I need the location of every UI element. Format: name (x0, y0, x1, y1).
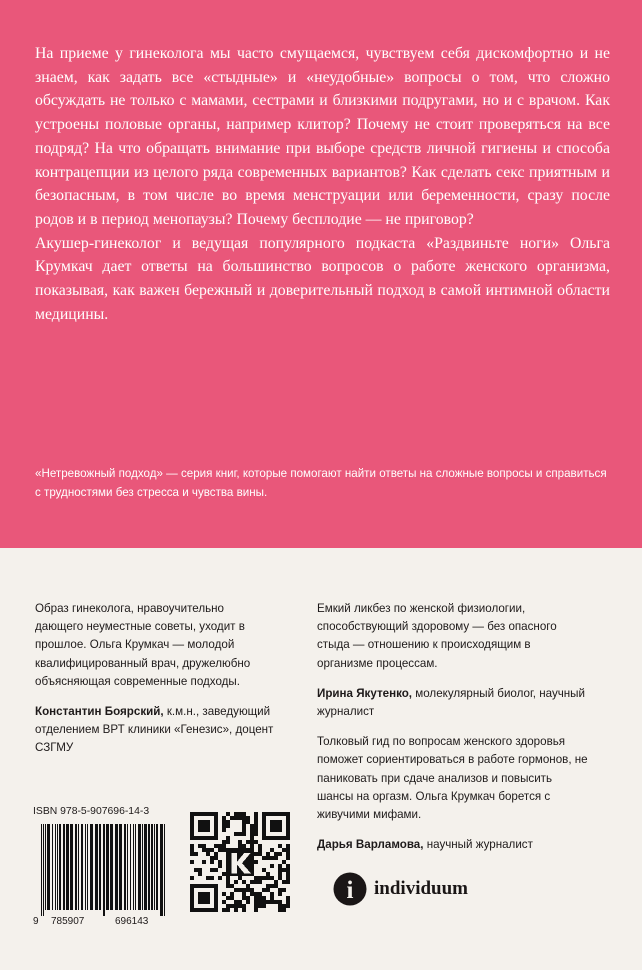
barcode-bar (70, 824, 73, 910)
qr-module (266, 856, 270, 860)
barcode-group-right: 696143 (115, 916, 149, 927)
barcode-bar (130, 824, 131, 910)
qr-module (274, 884, 278, 888)
qr-module (282, 904, 286, 908)
qr-module (210, 860, 214, 864)
qr-module (250, 844, 254, 848)
qr-module (238, 900, 242, 904)
qr-module (226, 908, 230, 912)
qr-module (282, 868, 286, 872)
qr-module (266, 884, 270, 888)
qr-module (214, 844, 218, 848)
qr-module (226, 884, 230, 888)
qr-module (254, 820, 258, 824)
qr-module (242, 844, 246, 848)
publisher-logo (333, 871, 468, 907)
qr-module (262, 888, 266, 892)
qr-module (222, 908, 226, 912)
qr-module (238, 844, 242, 848)
qr-module (214, 852, 218, 856)
qr-module (226, 840, 230, 844)
qr-module (282, 888, 286, 892)
qr-module (286, 880, 290, 884)
qr-module (282, 848, 286, 852)
qr-module (230, 904, 234, 908)
qr-module (230, 892, 234, 896)
intro-paragraph-1: На приеме у гинеколога мы часто смущаемся, чувствуем себя дискомфортно и не знаем, как задать все «стыдные» и «неудобные» вопросы о том, что сложно обсуждать не только с мамами, сестрами и близкими подругами, но и с врачом. Как устроены половые органы, например клитор? Почему не стоит проверяться на все подряд? На что обращать внимание при выборе средств личной гигиены и способа контрацепции из целого ряда современных вариантов? Как сделать секс приятным и безопасным, в том числе во время менструации или беременности, сразу после родов и в период менопаузы? Почему бесплодие — не приговор? (35, 45, 610, 228)
qr-module (266, 872, 270, 876)
qr-module (226, 904, 230, 908)
review-right-1-author-title: молекулярный биолог, научный журналист (317, 686, 585, 719)
barcode-bar (81, 824, 83, 910)
review-left-quote: Образ гинеколога, нравоучительно дающего неуместные советы, уходит в прошлое. Ольга Крумкач — молодой квалифицированный врач, дружелюбно объясняющая современные подходы. (35, 602, 251, 688)
qr-module (222, 840, 226, 844)
qr-module (278, 900, 282, 904)
barcode-bar (160, 824, 163, 916)
qr-module (242, 828, 246, 832)
qr-module (278, 876, 282, 880)
qr-finder-pattern (198, 892, 210, 904)
qr-module (226, 880, 230, 884)
qr-module (214, 856, 218, 860)
qr-module (262, 896, 266, 900)
qr-module (254, 880, 258, 884)
qr-module (234, 900, 238, 904)
qr-module (278, 868, 282, 872)
barcode-bar (164, 824, 165, 916)
qr-module (254, 824, 258, 828)
qr-module (234, 904, 238, 908)
qr-module (270, 864, 274, 868)
qr-module (242, 812, 246, 816)
qr-module (278, 904, 282, 908)
qr-module (250, 828, 254, 832)
barcode-bar (59, 824, 61, 910)
qr-module (278, 888, 282, 892)
qr-module (278, 852, 282, 856)
qr-module (226, 820, 230, 824)
qr-module (286, 900, 290, 904)
barcode-bar (57, 824, 58, 910)
qr-module (242, 896, 246, 900)
review-right-1-quote: Емкий ликбез по женской физиологии, способствующий здоровому — без опасного стыда — отношению к происходящим в организме процессам. (317, 602, 557, 670)
barcode-bars (35, 824, 169, 916)
barcode-bar (119, 824, 122, 910)
qr-module (250, 836, 254, 840)
barcode-bar (78, 824, 79, 910)
qr-module (214, 868, 218, 872)
qr-module (262, 904, 266, 908)
qr-module (246, 840, 250, 844)
qr-module (190, 876, 194, 880)
qr-module (278, 908, 282, 912)
qr-module (250, 880, 254, 884)
qr-module (218, 864, 222, 868)
qr-module (254, 904, 258, 908)
qr-module (222, 872, 226, 876)
qr-module (218, 844, 222, 848)
barcode-bar (52, 824, 53, 910)
qr-module (198, 872, 202, 876)
review-right-2-attribution (317, 836, 589, 854)
qr-module (230, 816, 234, 820)
qr-module (250, 840, 254, 844)
qr-module (230, 884, 234, 888)
qr-module (238, 876, 242, 880)
qr-module (234, 832, 238, 836)
qr-module (282, 860, 286, 864)
qr-module (258, 852, 262, 856)
barcode-bar (156, 824, 158, 910)
barcode-bar (75, 824, 77, 910)
qr-module (222, 828, 226, 832)
qr-module (210, 876, 214, 880)
qr-module (250, 892, 254, 896)
qr-module (242, 888, 246, 892)
intro-text (35, 42, 610, 326)
qr-module (226, 876, 230, 880)
barcode-bar (106, 824, 109, 910)
qr-module (190, 852, 194, 856)
qr-module (262, 900, 266, 904)
qr-module (202, 860, 206, 864)
barcode-digit-first: 9 (33, 916, 39, 927)
publisher-logo-letter: i (346, 877, 354, 904)
qr-module (254, 908, 258, 912)
qr-module (282, 908, 286, 912)
qr-module (202, 848, 206, 852)
qr-module (258, 880, 262, 884)
qr-module (210, 868, 214, 872)
qr-module (274, 852, 278, 856)
qr-module (266, 852, 270, 856)
qr-module (234, 812, 238, 816)
qr-module (242, 908, 246, 912)
barcode-bar (45, 824, 46, 910)
qr-module (218, 876, 222, 880)
qr-module (234, 880, 238, 884)
qr-module (226, 896, 230, 900)
qr-module (254, 852, 258, 856)
qr-module (226, 812, 230, 816)
qr-module (258, 904, 262, 908)
qr-module (286, 876, 290, 880)
qr-module (206, 848, 210, 852)
qr-module (258, 848, 262, 852)
barcode-bar (103, 824, 105, 916)
qr-module (258, 892, 262, 896)
barcode-bar (90, 824, 93, 910)
qr-module (226, 836, 230, 840)
barcode-bar (99, 824, 101, 910)
qr-module (242, 892, 246, 896)
qr-module (278, 844, 282, 848)
qr-module (262, 876, 266, 880)
qr-module (266, 876, 270, 880)
qr-module (266, 888, 270, 892)
qr-module (270, 900, 274, 904)
barcode-bar (87, 824, 88, 910)
qr-module (278, 864, 282, 868)
qr-module (270, 876, 274, 880)
qr-module (242, 820, 246, 824)
publisher-name: individuum (374, 878, 468, 899)
barcode-bar (63, 824, 65, 910)
qr-module (222, 816, 226, 820)
qr-module (262, 868, 266, 872)
qr-module (270, 856, 274, 860)
qr-module (190, 860, 194, 864)
qr-module (254, 816, 258, 820)
qr-module (270, 896, 274, 900)
qr-module (286, 904, 290, 908)
barcode-bar (151, 824, 153, 910)
qr-module (238, 888, 242, 892)
qr-module (234, 908, 238, 912)
qr-module (254, 860, 258, 864)
qr-module (246, 820, 250, 824)
qr-module (258, 900, 262, 904)
qr-module (266, 900, 270, 904)
review-right-2-author-title: научный журналист (426, 838, 533, 852)
isbn-label: ISBN 978-5-907696-14-3 (33, 806, 150, 817)
qr-module (222, 848, 226, 852)
qr-module (278, 872, 282, 876)
qr-module (218, 860, 222, 864)
qr-module (238, 812, 242, 816)
qr-module (222, 900, 226, 904)
barcode-bar (47, 824, 50, 910)
qr-module (246, 888, 250, 892)
qr-module (286, 896, 290, 900)
qr-module (286, 868, 290, 872)
qr-module (278, 892, 282, 896)
qr-module (246, 884, 250, 888)
qr-module (242, 832, 246, 836)
barcode-bar (55, 824, 56, 910)
qr-module (246, 816, 250, 820)
qr-module (218, 848, 222, 852)
qr-module (274, 856, 278, 860)
qr-module (226, 824, 230, 828)
barcode-bar (148, 824, 150, 910)
qr-module (238, 832, 242, 836)
qr-module (286, 872, 290, 876)
review-right (317, 600, 589, 866)
publisher-logo-icon (333, 872, 367, 906)
qr-module (242, 904, 246, 908)
qr-module (194, 852, 198, 856)
qr-module (254, 876, 258, 880)
barcode-bar (138, 824, 141, 910)
qr-module (254, 892, 258, 896)
qr-module (274, 900, 278, 904)
qr-module (206, 852, 210, 856)
qr-module (238, 816, 242, 820)
qr-module (242, 816, 246, 820)
barcode-bar (144, 824, 147, 910)
qr-module (286, 852, 290, 856)
qr-module (202, 844, 206, 848)
qr-module (242, 880, 246, 884)
qr-module (234, 816, 238, 820)
qr-module (222, 824, 226, 828)
barcode-bar (133, 824, 134, 910)
barcode-bar (142, 824, 143, 910)
barcode-bar (135, 824, 136, 910)
review-left-author: Константин Боярский, (35, 705, 164, 719)
qr-module (190, 844, 194, 848)
qr-module (206, 876, 210, 880)
barcode-bar (43, 824, 44, 916)
qr-module (250, 832, 254, 836)
qr-module (254, 832, 258, 836)
barcode-group-left: 785907 (51, 916, 85, 927)
isbn-barcode (33, 808, 173, 926)
barcode-bar (66, 824, 69, 910)
barcode-bar (85, 824, 86, 910)
barcode-bar (95, 824, 98, 910)
qr-module (194, 868, 198, 872)
qr-module (254, 896, 258, 900)
barcode-bar (110, 824, 113, 910)
qr-module (230, 896, 234, 900)
qr-module (286, 848, 290, 852)
qr-module (190, 848, 194, 852)
review-right-2-author: Дарья Варламова, (317, 838, 424, 852)
qr-module (210, 856, 214, 860)
qr-module (258, 876, 262, 880)
qr-module (222, 892, 226, 896)
qr-module (258, 844, 262, 848)
qr-module (242, 824, 246, 828)
qr-finder-pattern (198, 820, 210, 832)
barcode-bar (127, 824, 128, 910)
qr-module (238, 840, 242, 844)
qr-module (198, 844, 202, 848)
barcode-bar (154, 824, 155, 910)
qr-module (210, 848, 214, 852)
qr-module (254, 900, 258, 904)
qr-module (250, 824, 254, 828)
review-right-2-quote: Толковый гид по вопросам женского здоровья поможет сориентироваться в работе гормонов, не паниковать при сдаче анализов и повысить шансы на оргазм. Ольга Крумкач борется с живучими мифами. (317, 735, 588, 822)
qr-module (254, 812, 258, 816)
qr-module (222, 844, 226, 848)
intro-paragraph-2: Акушер-гинеколог и ведущая популярного подкаста «Раздвиньте ноги» Ольга Крумкач дает ответы на большинство вопросов о работе женского организма, показывая, как важен бережный и доверительный подход в самой интимной области медицины. (35, 234, 610, 323)
qr-module (258, 896, 262, 900)
qr-module (198, 868, 202, 872)
barcode-bar (115, 824, 118, 910)
qr-module (270, 892, 274, 896)
qr-module (286, 844, 290, 848)
qr-module (254, 828, 258, 832)
qr-module (274, 880, 278, 884)
qr-module (254, 840, 258, 844)
qr-module (282, 880, 286, 884)
qr-module (262, 856, 266, 860)
barcode-bar (41, 824, 42, 916)
qr-module (246, 900, 250, 904)
qr-module (246, 896, 250, 900)
qr-module (270, 884, 274, 888)
review-left (35, 600, 275, 770)
review-left-attribution (35, 703, 275, 758)
qr-module (234, 888, 238, 892)
qr-module (222, 820, 226, 824)
barcode-bar (124, 824, 126, 910)
qr-code (190, 812, 290, 912)
qr-module (286, 856, 290, 860)
review-right-1-attribution (317, 685, 589, 721)
qr-module (238, 904, 242, 908)
qr-module (250, 888, 254, 892)
review-left-author-title: к.м.н., заведующий отделением ВРТ клиники «Генезис», доцент СЗГМУ (35, 705, 274, 755)
review-right-1-author: Ирина Якутенко, (317, 686, 413, 700)
qr-module (270, 848, 274, 852)
qr-module (286, 864, 290, 868)
series-note: «Нетревожный подход» — серия книг, которые помогают найти ответы на сложные вопросы и справиться с трудностями без стресса и чувства вины. (35, 467, 607, 499)
qr-finder-pattern (270, 820, 282, 832)
